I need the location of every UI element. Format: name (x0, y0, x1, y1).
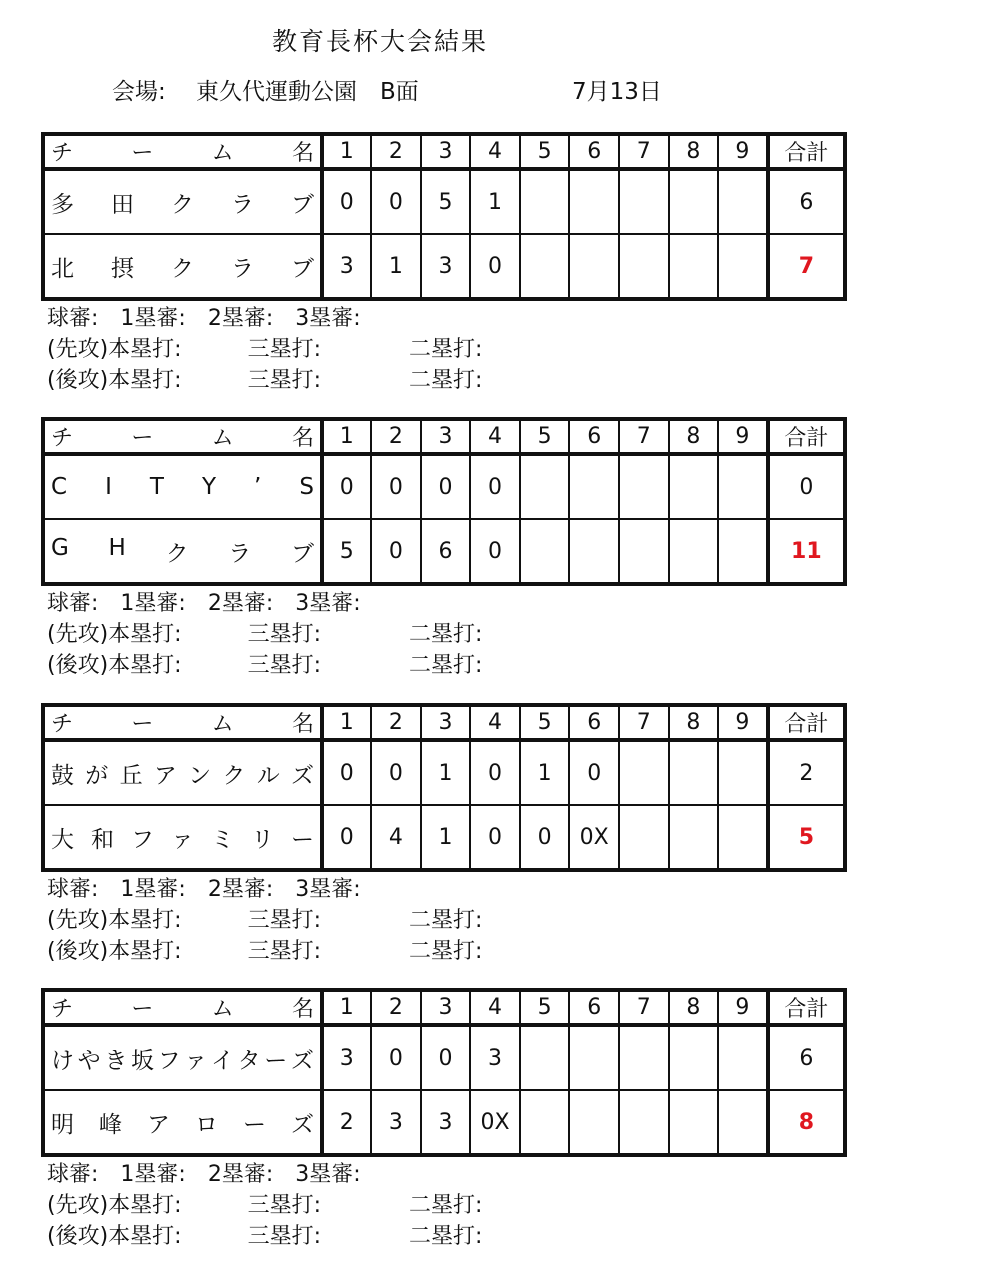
inning-score (718, 1090, 768, 1155)
inning-score: 1 (470, 169, 520, 234)
team-name (43, 1090, 322, 1155)
inning-header: 5 (520, 990, 570, 1025)
inning-score (669, 740, 719, 805)
inning-score (718, 805, 768, 870)
name-char: イ (210, 1047, 234, 1074)
name-char: 坂 (130, 1047, 154, 1074)
name-char: 名 (291, 712, 314, 737)
umpires-line: 球審: 1塁審: 2塁審: 3塁審: (47, 591, 361, 616)
inning-header: 2 (371, 134, 421, 169)
scoreboard-table (41, 132, 847, 301)
name-char: 丘 (119, 762, 143, 789)
total-score: 7 (768, 234, 845, 299)
name-char: ク (165, 540, 189, 567)
name-char: け (51, 1047, 74, 1074)
inning-header: 1 (322, 705, 372, 740)
inning-score: 1 (421, 805, 471, 870)
inning-score: 0 (470, 519, 520, 584)
name-char: C (51, 474, 68, 500)
name-char: ム (211, 712, 234, 737)
name-char: チ (51, 426, 74, 451)
inning-score: 0 (470, 740, 520, 805)
inning-score (569, 1025, 619, 1090)
total-header: 合計 (768, 990, 845, 1025)
inning-score (669, 169, 719, 234)
total-header: 合計 (768, 705, 845, 740)
inning-header: 2 (371, 705, 421, 740)
name-char: き (104, 1047, 128, 1074)
inning-score: 0 (371, 519, 421, 584)
inning-score: 3 (322, 234, 372, 299)
inning-header: 7 (619, 705, 669, 740)
inning-header: 1 (322, 419, 372, 454)
name-char: 鼓 (51, 762, 74, 789)
total-score: 6 (768, 1025, 845, 1090)
game-block (41, 703, 847, 967)
game-block (41, 988, 847, 1252)
inning-header: 5 (520, 134, 570, 169)
inning-header: 2 (371, 990, 421, 1025)
name-char: G (51, 534, 69, 561)
name-char: フ (157, 1047, 181, 1074)
name-char: ク (171, 191, 194, 218)
second-bat-hits-line: (後攻)本塁打: 三塁打: 二塁打: (47, 653, 483, 678)
inning-score (669, 805, 719, 870)
name-char: ’ (254, 474, 262, 500)
game-notes (41, 1159, 847, 1252)
team-row (43, 234, 845, 299)
inning-header: 9 (718, 990, 768, 1025)
team-name-text (51, 757, 314, 790)
inning-score: 2 (322, 1090, 372, 1155)
name-char: 大 (51, 826, 74, 853)
team-row (43, 169, 845, 234)
inning-score: 1 (520, 740, 570, 805)
inning-score: 1 (371, 234, 421, 299)
inning-score: 3 (322, 1025, 372, 1090)
inning-header: 8 (669, 705, 719, 740)
inning-header: 9 (718, 134, 768, 169)
team-name-text (51, 1106, 314, 1139)
inning-score (520, 234, 570, 299)
inning-header: 4 (470, 990, 520, 1025)
name-char: ク (171, 255, 194, 282)
inning-score (619, 169, 669, 234)
name-char: ブ (291, 540, 314, 567)
team-name (43, 805, 322, 870)
inning-header: 8 (669, 419, 719, 454)
name-char: ブ (291, 191, 314, 218)
inning-score (619, 805, 669, 870)
name-char: ー (131, 997, 154, 1022)
total-score: 5 (768, 805, 845, 870)
team-row (43, 1090, 845, 1155)
name-char: ム (211, 426, 234, 451)
inning-score: 5 (421, 169, 471, 234)
inning-header: 1 (322, 134, 372, 169)
name-char: I (105, 474, 112, 500)
name-char: S (299, 474, 314, 500)
inning-header: 7 (619, 134, 669, 169)
name-char: ク (222, 762, 246, 789)
page-title: 教育長杯大会結果 (271, 27, 488, 56)
team-row (43, 519, 845, 584)
scoreboard-table (41, 703, 847, 872)
venue-label: 会場: (112, 79, 166, 105)
name-char: ラ (228, 540, 252, 567)
name-char: チ (51, 712, 74, 737)
match-date: 7月13日 (572, 79, 662, 105)
inning-header: 9 (718, 419, 768, 454)
inning-score (669, 519, 719, 584)
team-name (43, 169, 322, 234)
name-char: リ (251, 826, 274, 853)
name-char: ズ (290, 1047, 314, 1074)
inning-score (718, 454, 768, 519)
inning-score: 6 (421, 519, 471, 584)
inning-header: 6 (569, 134, 619, 169)
game-block (41, 132, 847, 396)
second-bat-hits-line: (後攻)本塁打: 三塁打: 二塁打: (47, 939, 483, 964)
team-name (43, 1025, 322, 1090)
inning-score: 0 (569, 740, 619, 805)
scoreboard-table (41, 988, 847, 1157)
team-name-header (43, 134, 322, 169)
inning-score (669, 1025, 719, 1090)
total-header: 合計 (768, 134, 845, 169)
inning-score: 0X (470, 1090, 520, 1155)
name-char: 和 (91, 826, 114, 853)
name-char: ロ (195, 1111, 218, 1138)
second-bat-hits-line: (後攻)本塁打: 三塁打: 二塁打: (47, 1224, 483, 1249)
inning-score: 0 (322, 454, 372, 519)
inning-score: 0 (322, 805, 372, 870)
scoreboard-header-row (43, 134, 845, 169)
venue-name: 東久代運動公園 B面 (196, 79, 419, 105)
name-char: ァ (184, 1047, 208, 1074)
inning-score (718, 519, 768, 584)
inning-score: 0 (322, 740, 372, 805)
inning-header: 8 (669, 990, 719, 1025)
inning-header: 6 (569, 990, 619, 1025)
inning-score: 0 (520, 805, 570, 870)
name-char: H (108, 534, 126, 561)
name-char: ー (291, 826, 314, 853)
inning-score (520, 519, 570, 584)
inning-score (718, 1025, 768, 1090)
first-bat-hits-line: (先攻)本塁打: 三塁打: 二塁打: (47, 1193, 483, 1218)
inning-score (569, 519, 619, 584)
inning-score (569, 234, 619, 299)
game-notes (41, 588, 847, 681)
team-name-text (51, 474, 314, 500)
name-char: ー (131, 141, 154, 166)
inning-score (619, 234, 669, 299)
inning-score: 3 (421, 1090, 471, 1155)
inning-header: 9 (718, 705, 768, 740)
name-char: ラ (231, 191, 254, 218)
inning-score: 0 (470, 454, 520, 519)
team-name-header (43, 990, 322, 1025)
team-name-header (43, 419, 322, 454)
inning-score (669, 454, 719, 519)
game-notes (41, 303, 847, 396)
team-name (43, 234, 322, 299)
inning-score: 0 (470, 234, 520, 299)
inning-score (520, 1025, 570, 1090)
name-char: 摂 (111, 255, 134, 282)
name-char: 田 (111, 191, 134, 218)
name-char: 明 (51, 1111, 74, 1138)
team-name-header (43, 705, 322, 740)
name-char: ー (264, 1047, 288, 1074)
team-name (43, 519, 322, 584)
team-name-text (51, 535, 314, 568)
name-char: 名 (291, 426, 314, 451)
inning-score (619, 1025, 669, 1090)
inning-score: 1 (421, 740, 471, 805)
inning-score (520, 1090, 570, 1155)
name-char: ン (188, 762, 212, 789)
inning-header: 7 (619, 990, 669, 1025)
inning-header: 5 (520, 705, 570, 740)
inning-score: 0 (371, 454, 421, 519)
inning-score: 3 (470, 1025, 520, 1090)
first-bat-hits-line: (先攻)本塁打: 三塁打: 二塁打: (47, 908, 483, 933)
name-char: ル (256, 762, 280, 789)
inning-score: 3 (421, 234, 471, 299)
name-char: や (77, 1047, 101, 1074)
inning-score (619, 519, 669, 584)
name-char: が (85, 762, 109, 789)
inning-score (669, 234, 719, 299)
team-name-text (51, 821, 314, 854)
inning-score (718, 740, 768, 805)
team-row (43, 454, 845, 519)
name-char: ズ (290, 762, 314, 789)
name-char: チ (51, 997, 74, 1022)
inning-header: 3 (421, 705, 471, 740)
scoreboard-header-row (43, 419, 845, 454)
total-header: 合計 (768, 419, 845, 454)
inning-header: 6 (569, 705, 619, 740)
total-score: 2 (768, 740, 845, 805)
total-score: 11 (768, 519, 845, 584)
inning-header: 4 (470, 419, 520, 454)
inning-score: 0 (371, 1025, 421, 1090)
inning-header: 3 (421, 419, 471, 454)
team-name-text (51, 1042, 314, 1075)
name-char: ァ (171, 826, 194, 853)
second-bat-hits-line: (後攻)本塁打: 三塁打: 二塁打: (47, 368, 483, 393)
inning-header: 4 (470, 705, 520, 740)
inning-score (619, 740, 669, 805)
umpires-line: 球審: 1塁審: 2塁審: 3塁審: (47, 306, 361, 331)
name-char: ブ (291, 255, 314, 282)
team-row (43, 1025, 845, 1090)
inning-score (619, 454, 669, 519)
name-char: ズ (291, 1111, 314, 1138)
scoreboard-header-row (43, 705, 845, 740)
inning-header: 1 (322, 990, 372, 1025)
total-score: 8 (768, 1090, 845, 1155)
name-char: ラ (231, 255, 254, 282)
inning-header: 3 (421, 134, 471, 169)
inning-score: 5 (322, 519, 372, 584)
inning-score (669, 1090, 719, 1155)
first-bat-hits-line: (先攻)本塁打: 三塁打: 二塁打: (47, 337, 483, 362)
scoreboard-header-row (43, 990, 845, 1025)
name-char: ア (147, 1111, 170, 1138)
name-char: ム (211, 141, 234, 166)
inning-header: 3 (421, 990, 471, 1025)
total-score: 0 (768, 454, 845, 519)
inning-header: 7 (619, 419, 669, 454)
name-char: ミ (211, 826, 234, 853)
name-char: ー (131, 426, 154, 451)
name-char: Y (201, 474, 217, 500)
name-char: T (149, 474, 164, 500)
name-char: 多 (51, 191, 74, 218)
name-char: 峰 (99, 1111, 122, 1138)
game-notes (41, 874, 847, 967)
inning-score: 0 (371, 740, 421, 805)
scoreboard-table (41, 417, 847, 586)
game-block (41, 417, 847, 681)
inning-score: 4 (371, 805, 421, 870)
inning-score (569, 169, 619, 234)
first-bat-hits-line: (先攻)本塁打: 三塁打: 二塁打: (47, 622, 483, 647)
name-char: チ (51, 141, 74, 166)
team-name-text (51, 186, 314, 219)
inning-header: 6 (569, 419, 619, 454)
inning-header: 8 (669, 134, 719, 169)
name-char: ー (243, 1111, 266, 1138)
inning-score: 0 (421, 1025, 471, 1090)
inning-score (569, 454, 619, 519)
inning-score: 0 (421, 454, 471, 519)
inning-header: 4 (470, 134, 520, 169)
inning-score (619, 1090, 669, 1155)
inning-header: 2 (371, 419, 421, 454)
total-score: 6 (768, 169, 845, 234)
inning-score: 0 (371, 169, 421, 234)
team-name (43, 454, 322, 519)
inning-score: 3 (371, 1090, 421, 1155)
name-char: 北 (51, 255, 74, 282)
name-char: タ (237, 1047, 261, 1074)
name-char: ム (211, 997, 234, 1022)
inning-score (718, 169, 768, 234)
umpires-line: 球審: 1塁審: 2塁審: 3塁審: (47, 877, 361, 902)
inning-score: 0X (569, 805, 619, 870)
team-name-text (51, 250, 314, 283)
inning-score (520, 454, 570, 519)
inning-header: 5 (520, 419, 570, 454)
umpires-line: 球審: 1塁審: 2塁審: 3塁審: (47, 1162, 361, 1187)
name-char: ア (153, 762, 177, 789)
inning-score (569, 1090, 619, 1155)
team-row (43, 740, 845, 805)
name-char: フ (131, 826, 154, 853)
name-char: ー (131, 712, 154, 737)
inning-score (520, 169, 570, 234)
team-name (43, 740, 322, 805)
inning-score: 0 (470, 805, 520, 870)
name-char: 名 (291, 141, 314, 166)
inning-score (718, 234, 768, 299)
inning-score: 0 (322, 169, 372, 234)
team-row (43, 805, 845, 870)
name-char: 名 (291, 997, 314, 1022)
